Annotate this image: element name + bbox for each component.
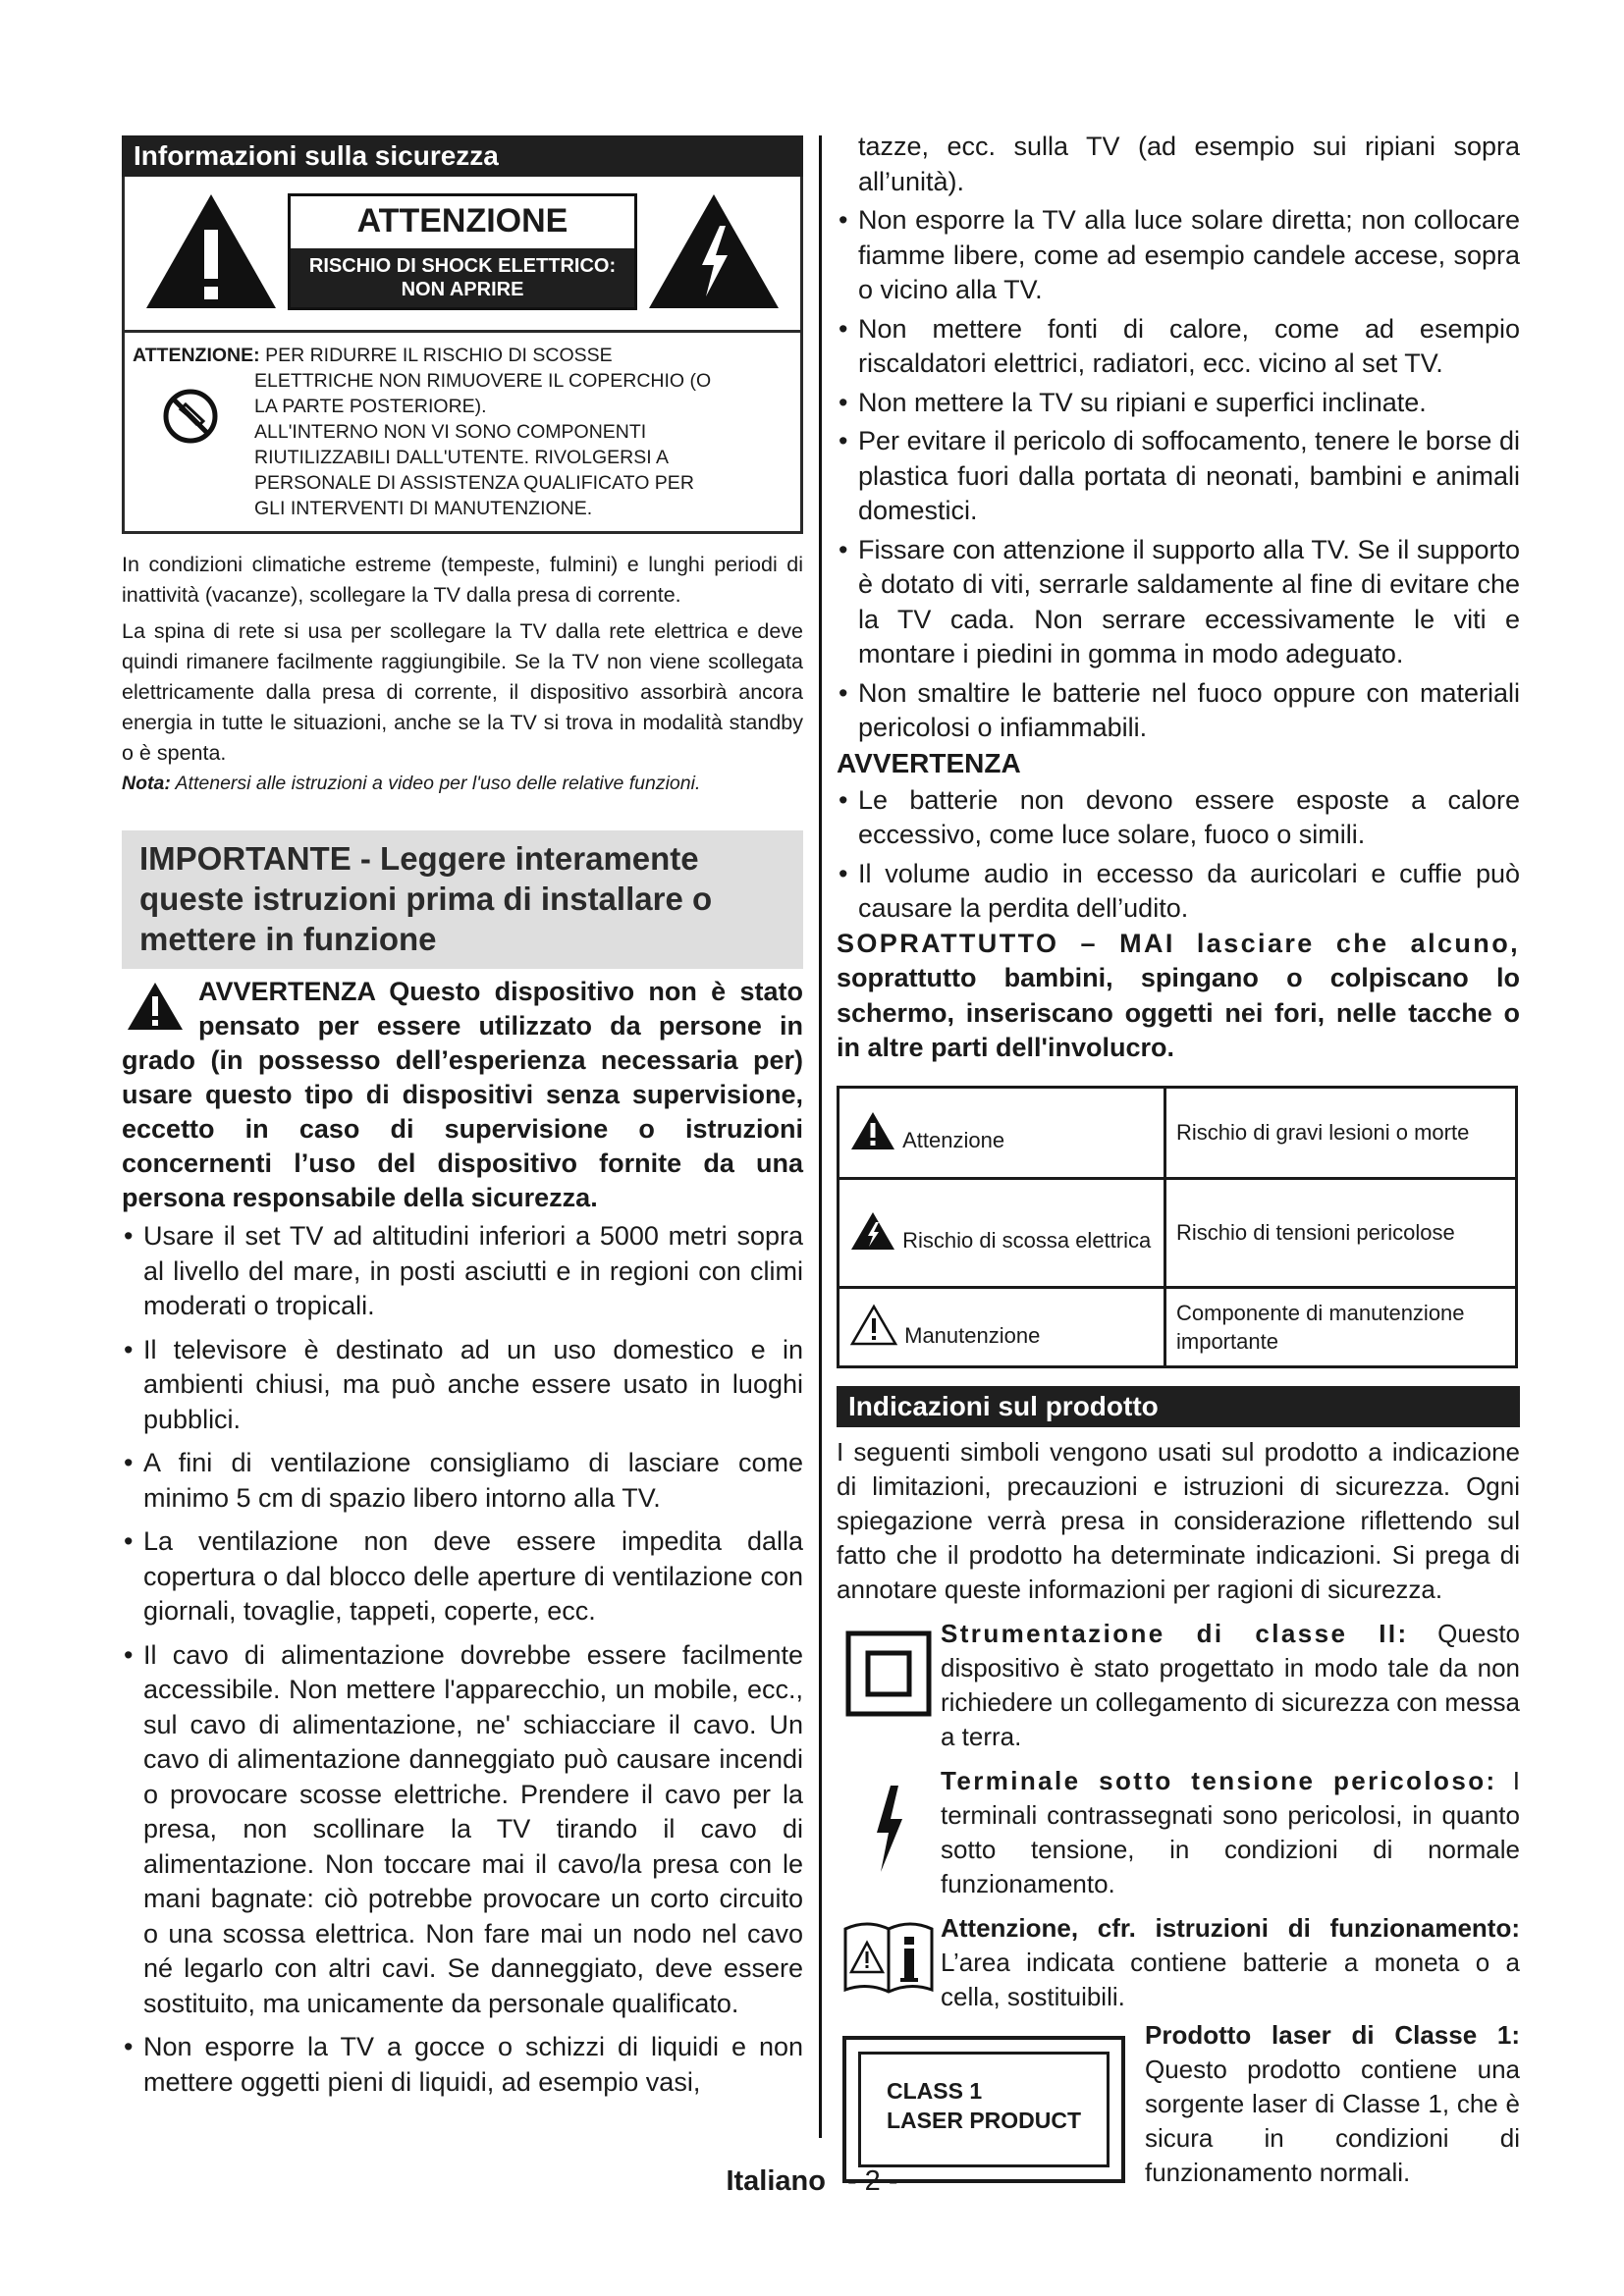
symbol-cell-manutenzione: Manutenzione <box>839 1287 1165 1366</box>
laser-label-line-2: LASER PRODUCT <box>887 2107 1082 2133</box>
list-item: • Non esporre la TV a gocce o schizzi di liquidi e non mettere oggetti pieni di liquidi, ad esempio vasi, <box>122 2030 803 2100</box>
product-item-terminal <box>837 1764 1520 1901</box>
column-divider <box>819 135 822 2138</box>
symbol-cell-attenzione: Attenzione <box>839 1087 1165 1178</box>
list-item: • Non mettere la TV su ripiani e superfici inclinate. <box>837 386 1520 421</box>
product-section-title: Indicazioni sul prodotto <box>837 1386 1520 1427</box>
electric-shock-warning-box <box>122 177 803 534</box>
class1-laser-label <box>842 2036 1125 2183</box>
important-bullet-list <box>122 1219 803 2100</box>
list-item: • Fissare con attenzione il supporto alla TV. Se il supporto è dotato di viti, serrarle saldamente al fine di evitare che la TV cada. Non serrare eccessivamente le viti e montare i piedini in gomma in modo adeguato. <box>837 533 1520 672</box>
avvertenza-paragraph: AVVERTENZA Questo dispositivo non è stato pensato per essere utilizzato da persone in grado (in possesso dell’esperienza necessaria per) usare questo tipo di dispositivi senza supervisione, eccetto in caso di supervisione o istruzioni concernenti l’uso del dispositivo fornite da una persona responsabile della sicurezza. <box>122 977 803 1212</box>
laser-text: Prodotto laser di Classe 1: Questo prodotto contiene una sorgente laser di Classe 1, che è sicura in condizioni di funzionamento normali. <box>1145 2019 1520 2187</box>
list-item: • Il televisore è destinato ad un uso domestico e in ambienti chiusi, ma può anche essere usato in luoghi pubblici. <box>122 1333 803 1438</box>
left-column <box>122 135 803 2100</box>
avvertenza-bullet-list <box>837 783 1520 927</box>
lightning-triangle-icon <box>645 190 783 312</box>
product-item-instructions <box>837 1911 1520 2014</box>
list-item: • A fini di ventilazione consigliamo di lasciare come minimo 5 cm di spazio libero intorno alla TV. <box>122 1446 803 1516</box>
class2-text: Strumentazione di classe II: Questo dispositivo è stato progettato in modo tale da non richiedere un collegamento di sicurezza con messa a terra. <box>941 1618 1520 1751</box>
terminal-text: Terminale sotto tensione pericoloso: I terminali contrassegnati sono pericolosi, in quanto sotto tensione, in condizioni di normale funzionamento. <box>941 1765 1521 1898</box>
double-square-icon <box>845 1630 932 1717</box>
continued-text: tazze, ecc. sulla TV (ad esempio sui ripiani sopra all’unità). <box>858 132 1520 196</box>
caution-line-4: ALL'INTERNO NON VI SONO COMPONENTI <box>254 421 647 443</box>
important-heading: IMPORTANTE - Leggere interamente queste istruzioni prima di installare o mettere in funzione <box>122 830 803 969</box>
warning-triangle-icon <box>849 1110 896 1151</box>
list-item: • Non esporre la TV alla luce solare diretta; non collocare fiamme libere, come ad esempio candele accese, sopra o vicino alla TV. <box>837 203 1520 308</box>
symbol-desc: Rischio di tensioni pericolose <box>1165 1178 1517 1287</box>
page-footer <box>0 2165 1624 2198</box>
footer-language: Italiano <box>726 2165 826 2197</box>
no-open-icon <box>162 388 219 452</box>
right-bullet-list <box>837 203 1520 746</box>
product-intro: I seguenti simboli vengono usati sul prodotto a indicazione di limitazioni, precauzioni e istruzioni di sicurezza. Ogni spiegazione verrà presa in considerazione riflettendo sul fatto che il prodotto ha determinate indicazioni. Si prega di annotare queste informazioni per ragioni di sicurezza. <box>837 1436 1520 1604</box>
caution-line-2: ELETTRICHE NON RIMUOVERE IL COPERCHIO (O <box>254 370 712 392</box>
symbol-desc: Rischio di gravi lesioni o morte <box>1165 1087 1517 1178</box>
note-line: Nota: Attenersi alle istruzioni a video per l'uso delle relative funzioni. <box>122 773 701 794</box>
right-column <box>837 130 1520 2190</box>
lightning-icon <box>869 1782 908 1876</box>
symbol-cell-scossa: Rischio di scossa elettrica <box>839 1178 1165 1287</box>
page-number: - 2 - <box>846 2165 898 2197</box>
caution-text-block <box>125 333 800 531</box>
symbol-desc: Componente di manutenzione importante <box>1165 1287 1517 1366</box>
weather-paragraph: In condizioni climatiche estreme (tempeste, fulmini) e lunghi periodi di inattività (vacanze), scollegare la TV dalla presa di corrente. <box>122 553 803 607</box>
caution-line-1: ATTENZIONE: PER RIDURRE IL RISCHIO DI SCOSSE <box>133 345 613 366</box>
table-row <box>839 1087 1517 1178</box>
attention-title: ATTENZIONE <box>356 201 568 240</box>
warning-label-row <box>125 177 800 333</box>
avvertenza-heading: AVVERTENZA <box>837 747 1021 778</box>
list-item: • La ventilazione non deve essere impedita dalla copertura o dal blocco delle aperture di ventilazione con giornali, tovaglie, tappeti, coperte, ecc. <box>122 1524 803 1629</box>
outline-warning-icon <box>849 1304 898 1347</box>
laser-label-line-1: CLASS 1 <box>887 2077 983 2104</box>
warning-triangle-icon <box>126 981 185 1032</box>
lightning-triangle-icon <box>849 1210 896 1252</box>
soprattutto-warning: SOPRATTUTTO – MAI lasciare che alcuno, soprattutto bambini, spingano o colpiscano lo schermo, inseriscano oggetti nei fori, nelle tacche o in altre parti dell'involucro. <box>837 928 1520 1062</box>
caution-line-3: LA PARTE POSTERIORE). <box>254 396 487 417</box>
list-item: • Il cavo di alimentazione dovrebbe essere facilmente accessibile. Non mettere l'apparecchio, un mobile, ecc., sul cavo di alimentazione, ne' schiacciare il cavo. Un cavo di alimentazione danneggiato può causare incendi o provocare scosse elettriche. Prendere il cavo per la presa, non scollinare la TV tirando il cavo di alimentazione. Non toccare mai il cavo/la presa con le mani bagnate: ciò potrebbe provocare un corto circuito o una scossa elettrica. Non fare mai un nodo nel cavo né legarlo con altri cavi. Se danneggiato, deve essere sostituito, ma unicamente da personale qualificato. <box>122 1638 803 2022</box>
product-item-class2 <box>837 1617 1520 1754</box>
shock-risk-label: RISCHIO DI SHOCK ELETTRICO: NON APRIRE <box>291 248 634 307</box>
list-item: • Non mettere fonti di calore, come ad esempio riscaldatori elettrici, radiatori, ecc. vicino al set TV. <box>837 312 1520 382</box>
list-item: • Per evitare il pericolo di soffocamento, tenere le borse di plastica fuori dalla portata di neonati, bambini e animali domestici. <box>837 424 1520 529</box>
exclamation-triangle-icon <box>142 190 280 312</box>
list-item: • Le batterie non devono essere esposte a calore eccessivo, come luce solare, fuoco o simili. <box>837 783 1520 853</box>
list-item: • Non smaltire le batterie nel fuoco oppure con materiali pericolosi o infiammabili. <box>837 676 1520 746</box>
table-row <box>839 1287 1517 1366</box>
table-row <box>839 1178 1517 1287</box>
symbols-table <box>837 1086 1518 1368</box>
safety-section-title: Informazioni sulla sicurezza <box>122 135 803 177</box>
attention-label <box>288 193 637 310</box>
product-item-laser <box>837 2018 1520 2190</box>
caution-line-6: PERSONALE DI ASSISTENZA QUALIFICATO PER <box>254 472 694 494</box>
instructions-text: Attenzione, cfr. istruzioni di funzionamento: L’area indicata contiene batterie a moneta o a cella, sostituibili. <box>941 1912 1520 2011</box>
list-item: • Il volume audio in eccesso da auricolari e cuffie può causare la perdita dell’udito. <box>837 857 1520 927</box>
caution-line-5: RIUTILIZZABILI DALL'UTENTE. RIVOLGERSI A <box>254 447 669 468</box>
caution-line-7: GLI INTERVENTI DI MANUTENZIONE. <box>254 498 593 519</box>
mains-plug-paragraph: La spina di rete si usa per scollegare la TV dalla rete elettrica e deve quindi rimanere facilmente raggiungibile. Se la TV non viene scollegata elettricamente dalla presa di corrente, il dispositivo assorbirà ancora energia in tutte le situazioni, anche se la TV si trova in modalità standby o è spenta. <box>122 619 803 765</box>
book-warning-icon <box>841 1915 936 1998</box>
list-item: • Usare il set TV ad altitudini inferiori a 5000 metri sopra al livello del mare, in posti asciutti e in regioni con climi moderati o tropicali. <box>122 1219 803 1324</box>
